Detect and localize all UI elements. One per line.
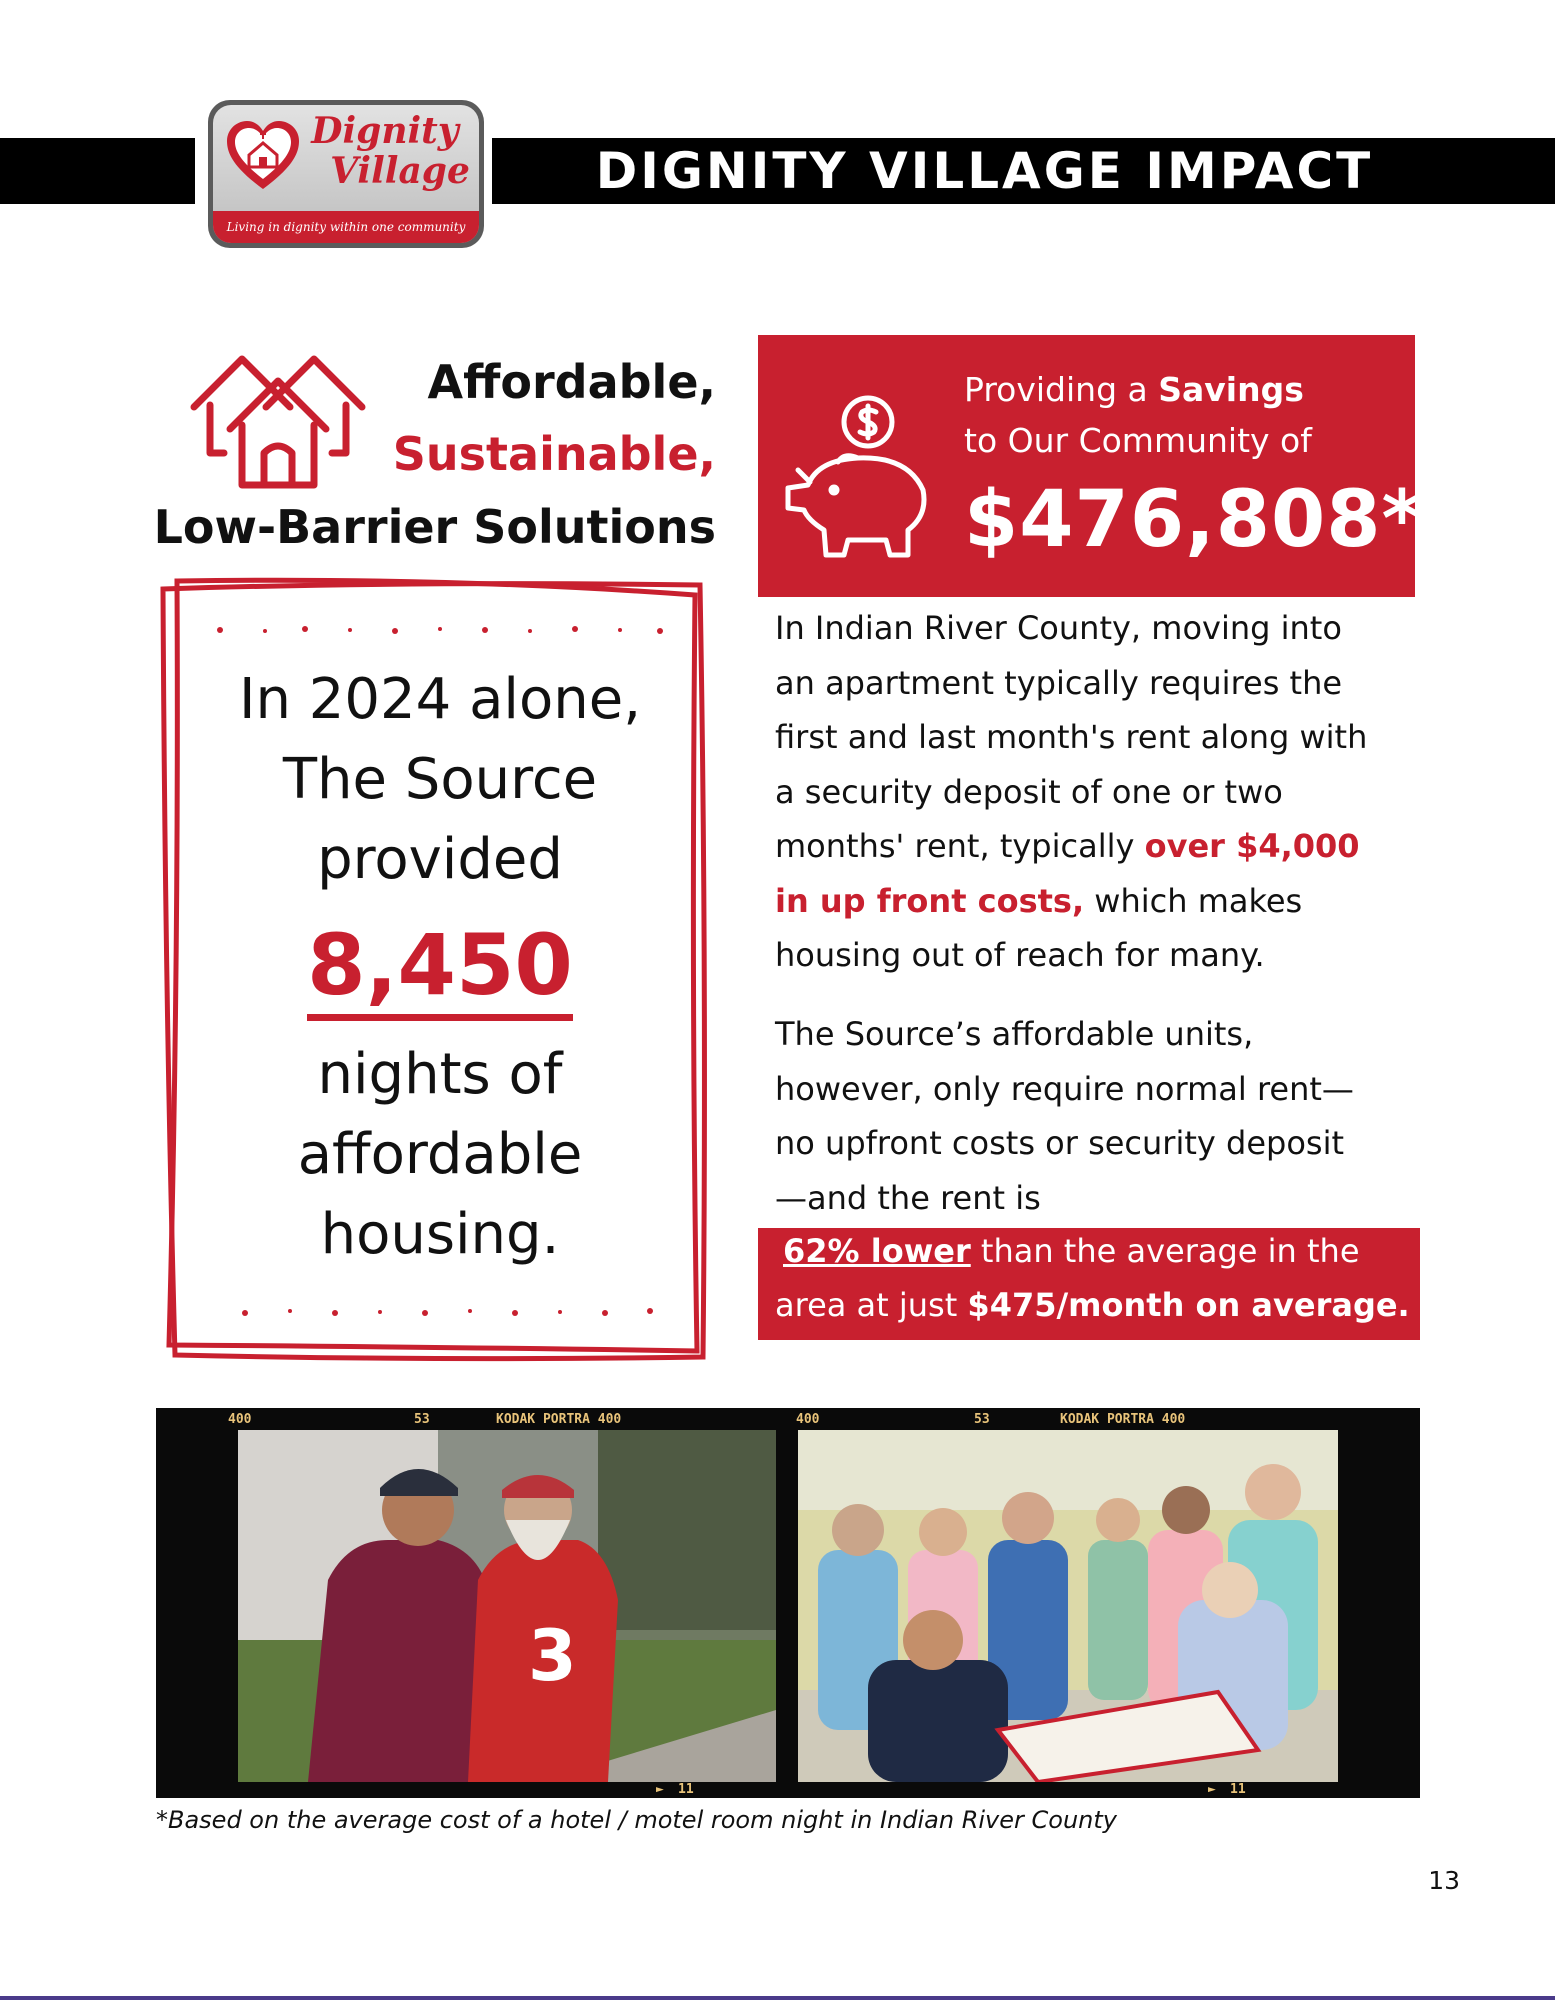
film-edge-brand-2: KODAK PORTRA 400 <box>1060 1412 1186 1427</box>
stat-box-outro: nights of affordable housing. <box>297 1042 583 1267</box>
savings-line-1: Providing a Savings <box>964 370 1304 409</box>
piggy-bank-icon <box>778 390 938 565</box>
film-edge-bottom-frame-2: 11 <box>1230 1782 1246 1797</box>
heading-sustainable: Sustainable, <box>392 427 716 481</box>
upfront-costs-paragraph: In Indian River County, moving into an apartment typically requires the first and last month's rent along with a security deposit of one or two months' rent, typically over $4,000 in up front costs, which makes housing out of reach for many. <box>775 609 1368 974</box>
film-edge-frame-2: 53 <box>974 1412 990 1427</box>
logo-name: Dignity Village <box>311 110 470 192</box>
film-edge-frame: 53 <box>414 1412 430 1427</box>
photo-two-men <box>238 1430 776 1782</box>
film-edge-arrow-2: ► <box>1208 1782 1216 1797</box>
page-title: DIGNITY VILLAGE IMPACT <box>595 142 1374 200</box>
stat-box-intro: In 2024 alone, The Source provided <box>238 667 641 892</box>
page-number: 13 <box>1428 1866 1460 1895</box>
nights-count: 8,450 <box>180 920 700 1010</box>
rent-highlight-line-1: 62% lower than the average in the <box>783 1232 1360 1270</box>
savings-amount: $476,808* <box>964 475 1424 565</box>
header-bar-left <box>0 138 195 204</box>
footnote: *Based on the average cost of a hotel / motel room night in Indian River County <box>156 1806 1117 1834</box>
film-edge-brand: KODAK PORTRA 400 <box>496 1412 622 1427</box>
film-strip-photos <box>156 1408 1420 1798</box>
svg-text:3: 3 <box>528 1615 577 1697</box>
photo-group-check <box>798 1430 1338 1782</box>
heading-low-barrier: Low-Barrier Solutions <box>153 500 716 554</box>
film-edge-number: 400 <box>228 1412 252 1427</box>
affordable-units-paragraph: The Source’s affordable units, however, only require normal rent— no upfront costs or security deposit —and the rent is <box>775 1015 1354 1217</box>
dignity-village-logo <box>208 100 484 248</box>
heading-affordable: Affordable, <box>427 355 716 409</box>
bottom-rule <box>0 1996 1555 2000</box>
logo-tagline: Living in dignity within one community <box>213 211 479 243</box>
savings-callout <box>758 335 1424 597</box>
houses-icon <box>180 345 375 495</box>
film-edge-bottom-frame: 11 <box>678 1782 694 1797</box>
film-edge-number-2: 400 <box>796 1412 820 1427</box>
savings-line-2: to Our Community of <box>964 421 1312 460</box>
rent-highlight-line-2: area at just $475/month on average. <box>775 1286 1410 1324</box>
film-edge-arrow: ► <box>656 1782 664 1797</box>
